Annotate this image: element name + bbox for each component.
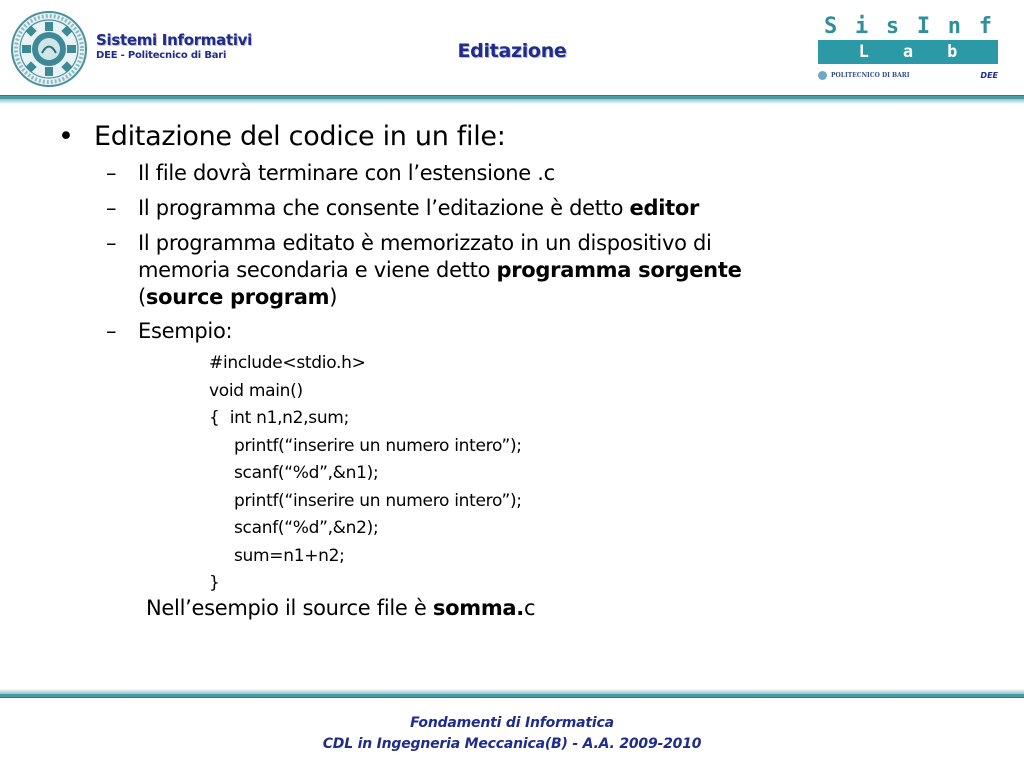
list-item-text-part: Il programma che consente l’editazione è detto — [138, 196, 630, 220]
code-line: scanf(“%d”,&n1); — [234, 463, 379, 483]
list-item-text-part: memoria secondaria e viene detto — [138, 258, 497, 282]
list-item-line3 — [138, 284, 337, 311]
list-item-line2 — [138, 257, 742, 284]
lab-logo-char: n — [947, 14, 961, 39]
brand-subtitle: DEE - Politecnico di Bari — [96, 50, 227, 61]
lab-logo-row2 — [818, 40, 998, 64]
paren-close: ) — [329, 285, 338, 309]
code-line: printf(“inserire un numero intero”); — [234, 435, 522, 456]
list-item-text — [138, 195, 699, 222]
footer-program: CDL in Ingegneria Meccanica(B) - A.A. 2009-2010 — [322, 736, 702, 752]
lab-logo-char: I — [916, 14, 931, 39]
code-example — [209, 350, 522, 598]
slide-title: Editazione — [457, 40, 567, 62]
dash-bullet-icon: – — [106, 161, 117, 185]
term-editor: editor — [629, 196, 700, 220]
lab-logo-char: b — [947, 42, 958, 62]
lab-logo-char: a — [902, 42, 914, 62]
lab-logo-char: f — [978, 14, 992, 39]
code-line: printf(“inserire un numero intero”); — [234, 490, 522, 511]
poliba-emblem-icon — [818, 71, 827, 80]
lab-logo-char: i — [854, 14, 869, 39]
note-extension: c — [523, 596, 536, 620]
list-item-line1: Il programma editato è memorizzato in un dispositivo di — [138, 231, 712, 255]
dash-bullet-icon: – — [106, 196, 117, 220]
code-line: #include<stdio.h> — [209, 353, 366, 373]
note-text: Nell’esempio il source file è — [146, 596, 433, 620]
code-line: } — [209, 573, 220, 593]
list-item-text: Esempio: — [138, 319, 233, 343]
footer-divider — [0, 689, 1024, 698]
code-line: sum=n1+n2; — [234, 545, 345, 566]
code-line: { int n1,n2,sum; — [209, 408, 349, 428]
note-filename-bold: somma. — [432, 596, 524, 620]
lab-logo-footer — [818, 68, 998, 82]
lab-logo-row1 — [818, 14, 998, 40]
list-item-text: Il file dovrà terminare con l’estensione .c — [138, 161, 555, 185]
lab-logo-char: s — [885, 14, 900, 39]
header-divider — [0, 95, 1024, 104]
brand-title: Sistemi Informativi — [96, 31, 252, 49]
term-programma-sorgente: programma sorgente — [496, 258, 742, 282]
main-bullet-text: Editazione del codice in un file: — [94, 121, 506, 152]
term-source-program: source program — [145, 285, 330, 309]
paren-open: ( — [138, 285, 146, 309]
footer-course: Fondamenti di Informatica — [410, 715, 614, 731]
dash-bullet-icon: – — [106, 319, 117, 343]
bullet-dot-icon: • — [58, 121, 74, 152]
sisinf-lab-logo — [818, 14, 998, 82]
dee-logo: DEE — [980, 70, 998, 80]
lab-logo-char: S — [824, 14, 838, 39]
lab-logo-char: L — [858, 42, 869, 62]
code-line: scanf(“%d”,&n2); — [234, 518, 379, 538]
dash-bullet-icon: – — [106, 231, 117, 255]
code-line: void main() — [209, 380, 303, 401]
lab-logo-institution: POLITECNICO DI BARI — [831, 71, 910, 79]
example-note — [146, 596, 535, 620]
